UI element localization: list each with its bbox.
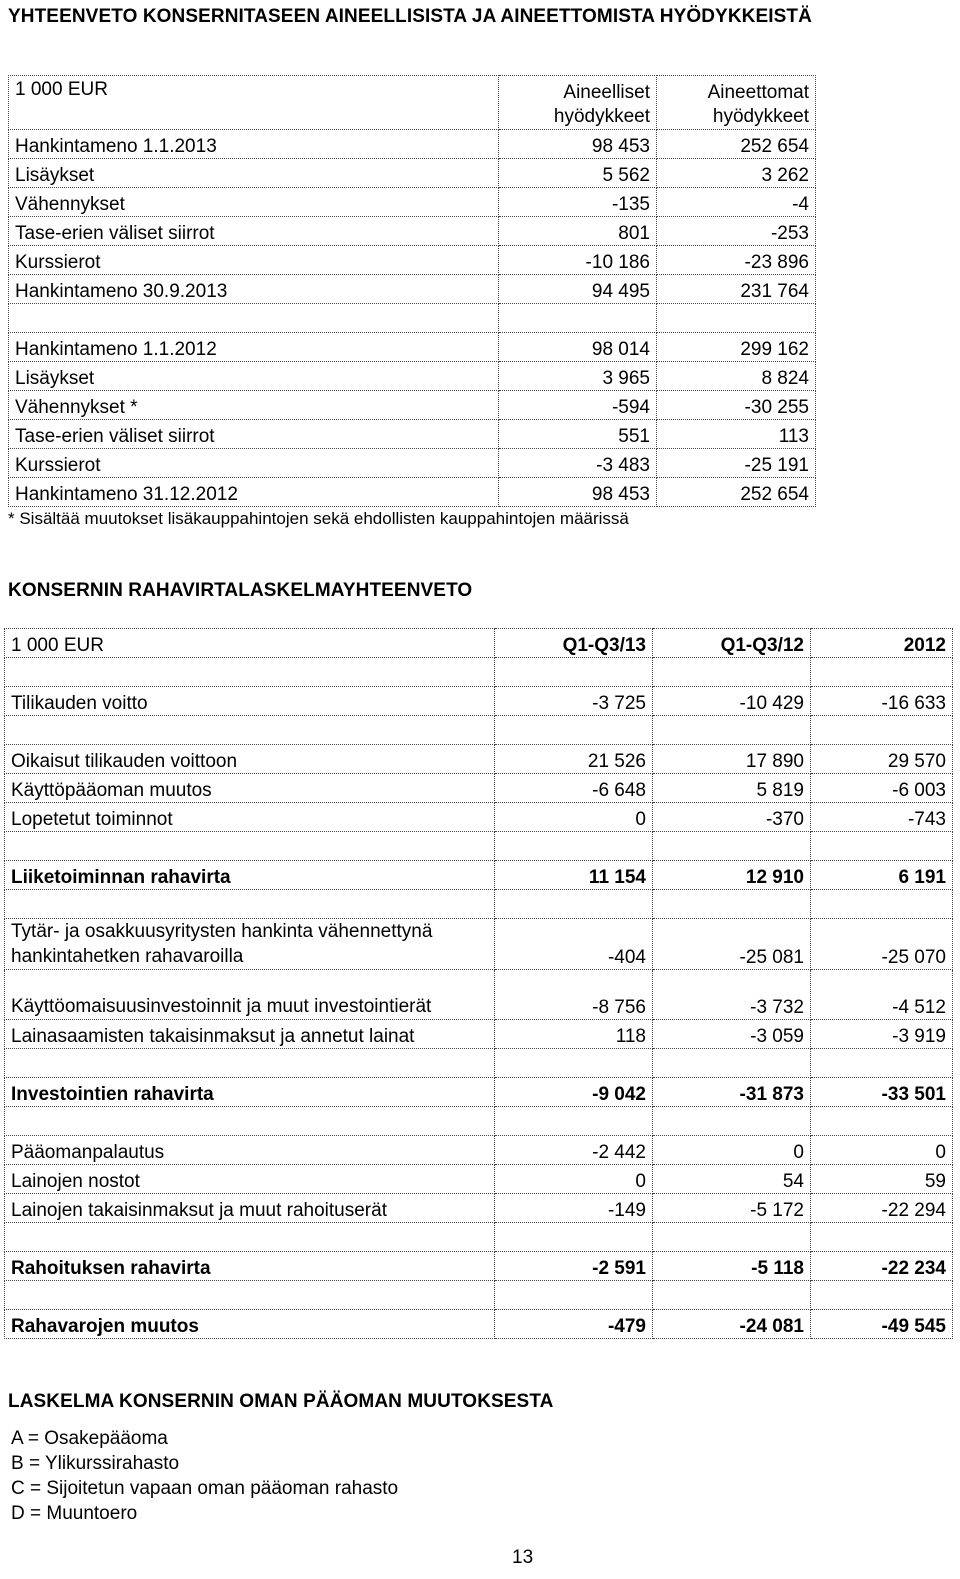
row-label (5, 1049, 495, 1078)
row-label: Hankintameno 1.1.2012 (9, 333, 499, 362)
row-label: Hankintameno 1.1.2013 (9, 130, 499, 159)
table-row (5, 1020, 953, 1049)
table-row (5, 1165, 953, 1194)
row-label (9, 304, 499, 333)
row-value: 98 453 (499, 130, 657, 159)
legend-item-d: D = Muuntoero (11, 1503, 138, 1524)
spacer-row (5, 832, 953, 861)
row-value: 59 (811, 1165, 953, 1194)
row-value: 252 654 (657, 478, 816, 507)
row-value (495, 1049, 653, 1078)
legend-item-b: B = Ylikurssirahasto (11, 1453, 180, 1474)
row-value: 12 910 (653, 861, 811, 890)
row-value (495, 658, 653, 687)
row-value (653, 1049, 811, 1078)
legend-item-c: C = Sijoitetun vapaan oman pääoman rahasto (11, 1478, 399, 1499)
spacer-row (5, 658, 953, 687)
table-row (9, 217, 816, 246)
row-label: Tilikauden voitto (5, 687, 495, 716)
row-label (5, 658, 495, 687)
section3-title: LASKELMA KONSERNIN OMAN PÄÄOMAN MUUTOKSESTA (8, 1391, 554, 1412)
row-value: -5 172 (653, 1194, 811, 1223)
row-label: Tytär- ja osakkuusyritysten hankinta vähennettynä hankintahetken rahavaroilla (5, 919, 495, 970)
row-value: -404 (495, 919, 653, 970)
row-value: -3 919 (811, 1020, 953, 1049)
assets-summary-table (8, 75, 816, 507)
row-value: 3 965 (499, 362, 657, 391)
row-value: 0 (653, 1136, 811, 1165)
row-value: 54 (653, 1165, 811, 1194)
row-label: Oikaisut tilikauden voittoon (5, 745, 495, 774)
row-value (657, 304, 816, 333)
row-value: 5 562 (499, 159, 657, 188)
row-value: -253 (657, 217, 816, 246)
total-row (5, 1078, 953, 1107)
row-value (653, 716, 811, 745)
table-row (9, 333, 816, 362)
legend-item-a: A = Osakepääoma (11, 1428, 168, 1449)
row-value: 0 (495, 803, 653, 832)
row-value (811, 1049, 953, 1078)
row-value: 231 764 (657, 275, 816, 304)
row-value: 94 495 (499, 275, 657, 304)
row-label: Pääomanpalautus (5, 1136, 495, 1165)
row-value: -3 725 (495, 687, 653, 716)
row-value (653, 1281, 811, 1310)
row-label: Lainojen takaisinmaksut ja muut rahoituserät (5, 1194, 495, 1223)
row-value: -49 545 (811, 1310, 953, 1339)
spacer-row (5, 1281, 953, 1310)
row-value: -3 483 (499, 449, 657, 478)
row-label (5, 1223, 495, 1252)
row-value (653, 1223, 811, 1252)
row-value: 11 154 (495, 861, 653, 890)
table-row (9, 391, 816, 420)
row-value: 5 819 (653, 774, 811, 803)
row-value (495, 1223, 653, 1252)
table-row (5, 1136, 953, 1165)
row-value (811, 1281, 953, 1310)
row-value (499, 304, 657, 333)
row-value (495, 716, 653, 745)
table-header-row (9, 76, 816, 130)
spacer-row (5, 1223, 953, 1252)
row-value: 98 014 (499, 333, 657, 362)
row-value: 8 824 (657, 362, 816, 391)
total-row (5, 1252, 953, 1281)
table-row (9, 275, 816, 304)
row-value: -10 429 (653, 687, 811, 716)
period-header-2012: 2012 (811, 629, 953, 658)
row-value: -25 081 (653, 919, 811, 970)
row-value: -3 059 (653, 1020, 811, 1049)
row-label (5, 716, 495, 745)
row-value: -16 633 (811, 687, 953, 716)
row-value (811, 832, 953, 861)
row-value: 113 (657, 420, 816, 449)
table-header-row (5, 629, 953, 658)
row-value (811, 1223, 953, 1252)
row-value: -23 896 (657, 246, 816, 275)
tangible-assets-header: Aineelliset hyödykkeet (499, 76, 657, 130)
row-value: -24 081 (653, 1310, 811, 1339)
row-value: 551 (499, 420, 657, 449)
row-value: 6 191 (811, 861, 953, 890)
row-value: -3 732 (653, 970, 811, 1020)
row-value: 17 890 (653, 745, 811, 774)
page-number: 13 (512, 1547, 534, 1568)
row-value: 98 453 (499, 478, 657, 507)
row-value: -135 (499, 188, 657, 217)
row-label (5, 832, 495, 861)
row-label: Hankintameno 31.12.2012 (9, 478, 499, 507)
row-value: 801 (499, 217, 657, 246)
table-row (5, 687, 953, 716)
row-value (653, 890, 811, 919)
table-row (5, 774, 953, 803)
row-value: -25 070 (811, 919, 953, 970)
row-value (495, 832, 653, 861)
row-value: 0 (811, 1136, 953, 1165)
row-label: Käyttöomaisuusinvestoinnit ja muut investointierät (5, 970, 495, 1020)
row-label (5, 1107, 495, 1136)
table-row (9, 130, 816, 159)
row-label: Lainasaamisten takaisinmaksut ja annetut lainat (5, 1020, 495, 1049)
row-label (5, 890, 495, 919)
table-row (5, 745, 953, 774)
row-value: -10 186 (499, 246, 657, 275)
row-value: -743 (811, 803, 953, 832)
row-value: -31 873 (653, 1078, 811, 1107)
row-label: Rahoituksen rahavirta (5, 1252, 495, 1281)
row-value: -2 591 (495, 1252, 653, 1281)
row-value: -5 118 (653, 1252, 811, 1281)
row-value: 299 162 (657, 333, 816, 362)
row-value: -25 191 (657, 449, 816, 478)
row-value (811, 890, 953, 919)
spacer-row (9, 304, 816, 333)
table-row (5, 970, 953, 1020)
row-label: Kurssierot (9, 246, 499, 275)
section2-title: KONSERNIN RAHAVIRTALASKELMAYHTEENVETO (8, 580, 473, 601)
row-value (811, 658, 953, 687)
table-row (9, 159, 816, 188)
row-label: Rahavarojen muutos (5, 1310, 495, 1339)
table-row (5, 803, 953, 832)
table-row (9, 362, 816, 391)
row-label: Vähennykset * (9, 391, 499, 420)
intangible-assets-header: Aineettomat hyödykkeet (657, 76, 816, 130)
row-label: Kurssierot (9, 449, 499, 478)
row-value: 0 (495, 1165, 653, 1194)
table-row (9, 449, 816, 478)
row-label: Hankintameno 30.9.2013 (9, 275, 499, 304)
row-value: -2 442 (495, 1136, 653, 1165)
total-row (5, 861, 953, 890)
row-label: Tase-erien väliset siirrot (9, 420, 499, 449)
row-label: Lainojen nostot (5, 1165, 495, 1194)
row-value: -6 003 (811, 774, 953, 803)
row-value: 3 262 (657, 159, 816, 188)
section1-title: YHTEENVETO KONSERNITASEEN AINEELLISISTA JA AINEETTOMISTA HYÖDYKKEISTÄ (8, 6, 812, 27)
period-header-q1q3-13: Q1-Q3/13 (495, 629, 653, 658)
row-value: -33 501 (811, 1078, 953, 1107)
total-row (5, 1310, 953, 1339)
row-value: -22 294 (811, 1194, 953, 1223)
spacer-row (5, 890, 953, 919)
row-value (495, 1281, 653, 1310)
table-row (9, 478, 816, 507)
row-value: 29 570 (811, 745, 953, 774)
spacer-row (5, 716, 953, 745)
row-value: -30 255 (657, 391, 816, 420)
table-row (5, 1194, 953, 1223)
row-value: -4 (657, 188, 816, 217)
row-value: -4 512 (811, 970, 953, 1020)
row-value: 118 (495, 1020, 653, 1049)
row-value: -149 (495, 1194, 653, 1223)
row-value: -479 (495, 1310, 653, 1339)
footnote: * Sisältää muutokset lisäkauppahintojen sekä ehdollisten kauppahintojen määrissä (8, 509, 629, 528)
row-label: Lisäykset (9, 362, 499, 391)
row-value: -22 234 (811, 1252, 953, 1281)
row-value (653, 1107, 811, 1136)
row-label: Tase-erien väliset siirrot (9, 217, 499, 246)
row-value: -594 (499, 391, 657, 420)
row-value: -9 042 (495, 1078, 653, 1107)
row-value (811, 1107, 953, 1136)
row-label (5, 1281, 495, 1310)
row-value (653, 658, 811, 687)
row-value (811, 716, 953, 745)
table-row (9, 420, 816, 449)
spacer-row (5, 1049, 953, 1078)
row-value (495, 1107, 653, 1136)
table-row (9, 246, 816, 275)
row-value: -370 (653, 803, 811, 832)
row-label: Lopetetut toiminnot (5, 803, 495, 832)
row-label: Vähennykset (9, 188, 499, 217)
row-label: Lisäykset (9, 159, 499, 188)
period-header-q1q3-12: Q1-Q3/12 (653, 629, 811, 658)
row-value (495, 890, 653, 919)
spacer-row (5, 1107, 953, 1136)
table-row (9, 188, 816, 217)
unit-header: 1 000 EUR (5, 629, 495, 658)
row-value: -6 648 (495, 774, 653, 803)
cashflow-summary-table (4, 628, 953, 1339)
row-value: 21 526 (495, 745, 653, 774)
row-value: 252 654 (657, 130, 816, 159)
table-row (5, 919, 953, 970)
row-value (653, 832, 811, 861)
unit-header: 1 000 EUR (9, 76, 499, 130)
row-label: Liiketoiminnan rahavirta (5, 861, 495, 890)
row-label: Käyttöpääoman muutos (5, 774, 495, 803)
row-value: -8 756 (495, 970, 653, 1020)
row-label: Investointien rahavirta (5, 1078, 495, 1107)
